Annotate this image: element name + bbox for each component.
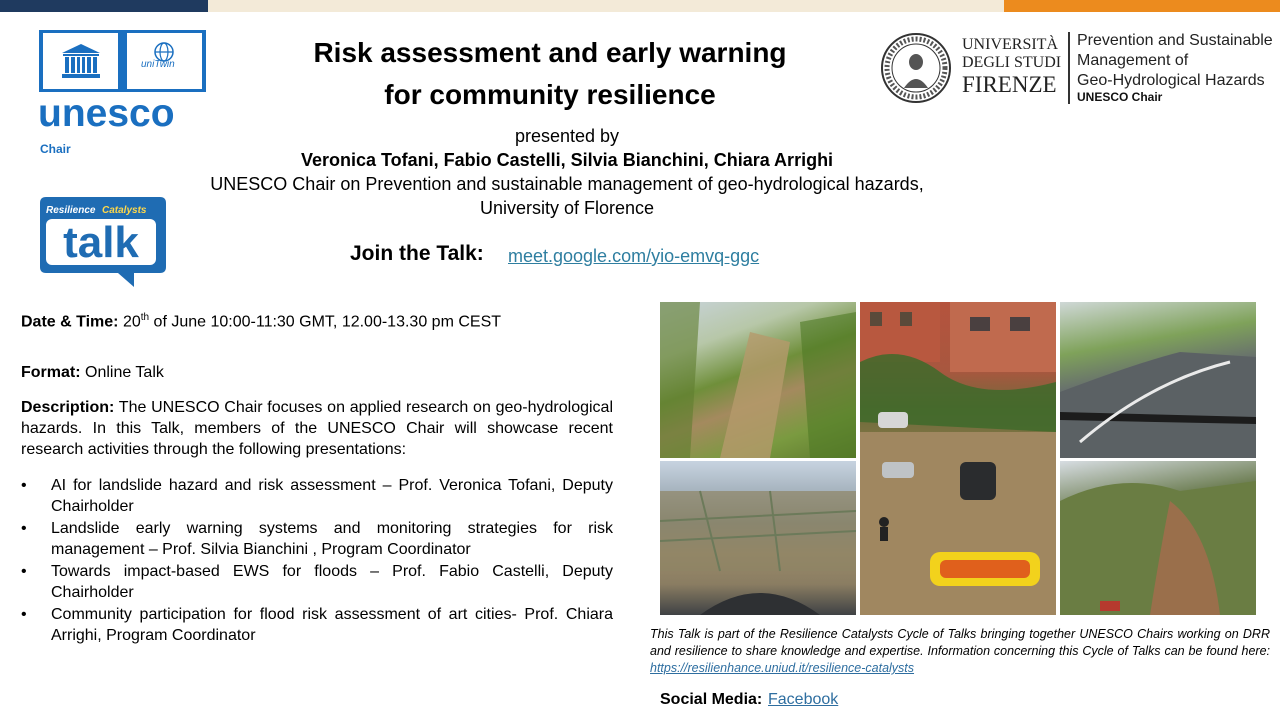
title-line-2: for community resilience xyxy=(384,79,716,110)
university-seal-icon xyxy=(880,32,952,104)
presentation-text: Towards impact-based EWS for floods – Prof. Fabio Castelli, Deputy Chairholder xyxy=(51,563,613,601)
talk-logo-resilience: Resilience xyxy=(46,205,96,216)
cracked-road-photo xyxy=(1060,302,1256,458)
presenter-names: Veronica Tofani, Fabio Castelli, Silvia Bianchini, Chiara Arrighi xyxy=(300,150,834,170)
university-line-2: DEGLI STUDI xyxy=(962,54,1062,71)
chair-line-1: Prevention and Sustainable xyxy=(1077,32,1273,49)
presentation-text: AI for landslide hazard and risk assessment – Prof. Veronica Tofani, Deputy Chairholder xyxy=(51,477,613,515)
unitwin-panel xyxy=(127,33,202,89)
presenters-block xyxy=(150,124,984,220)
header-bar-left xyxy=(0,0,208,12)
unesco-temple-icon xyxy=(60,43,102,79)
date-suffix: th xyxy=(140,312,150,323)
unesco-logo xyxy=(39,30,206,92)
title-line-1: Risk assessment and early warning xyxy=(313,37,787,68)
presentation-list xyxy=(21,475,613,647)
join-label: Join the Talk: xyxy=(350,242,484,265)
affiliation-line-2: University of Florence xyxy=(479,198,655,218)
date-time xyxy=(21,307,613,332)
unitwin-label: uniTwin xyxy=(141,59,175,70)
resilience-catalysts-talk-logo xyxy=(38,195,168,289)
social-media-label: Social Media: xyxy=(660,691,763,708)
unesco-wordmark: unesco xyxy=(38,92,175,135)
resilience-catalysts-link[interactable]: https://resilienhance.uniud.it/resilience-catalysts xyxy=(650,661,915,675)
bullet: • xyxy=(21,477,27,494)
presentation-text: Landslide early warning systems and monitoring strategies for risk management – Prof. Silvia Bianchini , Program Coordinator xyxy=(51,520,613,558)
unesco-chair-tag: UNESCO Chair xyxy=(1077,90,1163,104)
description-label: Description: xyxy=(21,399,115,416)
affiliation-line-1: UNESCO Chair on Prevention and sustainable management of geo-hydrological hazards, xyxy=(210,174,924,194)
chair-name xyxy=(1077,31,1273,91)
list-item xyxy=(21,518,613,560)
format-value: Online Talk xyxy=(80,364,164,381)
chair-line-2: Management of xyxy=(1077,52,1189,69)
format xyxy=(21,362,613,383)
talk-logo-word: talk xyxy=(63,218,139,267)
university-name xyxy=(962,36,1066,98)
bullet: • xyxy=(21,520,27,537)
unesco-temple-panel xyxy=(43,33,118,89)
meeting-link[interactable]: meet.google.com/yio-emvq-ggc xyxy=(508,246,760,266)
list-item xyxy=(21,604,613,646)
cycle-note-text: This Talk is part of the Resilience Catalysts Cycle of Talks bringing together UNESCO Chairs working on DRR and resilience to share knowledge and expertise. Information concerning this Cycle of Talks can be found here: xyxy=(650,627,1270,658)
bullet: • xyxy=(21,563,27,580)
facebook-link[interactable]: Facebook xyxy=(768,691,839,708)
landslide-hillside-photo xyxy=(660,302,856,458)
date-day: 20 xyxy=(118,313,141,331)
university-line-1: UNIVERSITÀ xyxy=(962,36,1058,53)
list-item xyxy=(21,561,613,603)
presented-by: presented by xyxy=(514,126,620,146)
chair-line-3: Geo-Hydrological Hazards xyxy=(1077,72,1265,89)
format-label: Format: xyxy=(21,364,81,381)
university-line-3: FIRENZE xyxy=(962,72,1057,97)
cycle-note xyxy=(650,626,1270,677)
logo-divider xyxy=(1068,32,1070,104)
presentation-text: Community participation for flood risk assessment of art cities- Prof. Chiara Arrighi, Program Coordinator xyxy=(51,606,613,644)
description-text: The UNESCO Chair focuses on applied research on geo-hydrological hazards. In this Talk, members of the UNESCO Chair will showcase recent research activities through the following presentations: xyxy=(21,399,613,458)
bullet: • xyxy=(21,606,27,623)
list-item xyxy=(21,475,613,517)
date-label: Date & Time: xyxy=(21,313,119,331)
flooded-street-photo xyxy=(860,302,1056,615)
page-title xyxy=(260,32,840,116)
hillside-landslide-photo xyxy=(1060,461,1256,615)
talk-logo-catalysts: Catalysts xyxy=(102,205,147,216)
unesco-chair-label: Chair xyxy=(40,142,71,156)
aerial-flood-photo xyxy=(660,461,856,615)
date-value: of June 10:00-11:30 GMT, 12.00-13.30 pm CEST xyxy=(149,313,502,331)
header-bar-middle xyxy=(208,0,1004,12)
description xyxy=(21,397,613,460)
header-bar-right xyxy=(1004,0,1280,12)
